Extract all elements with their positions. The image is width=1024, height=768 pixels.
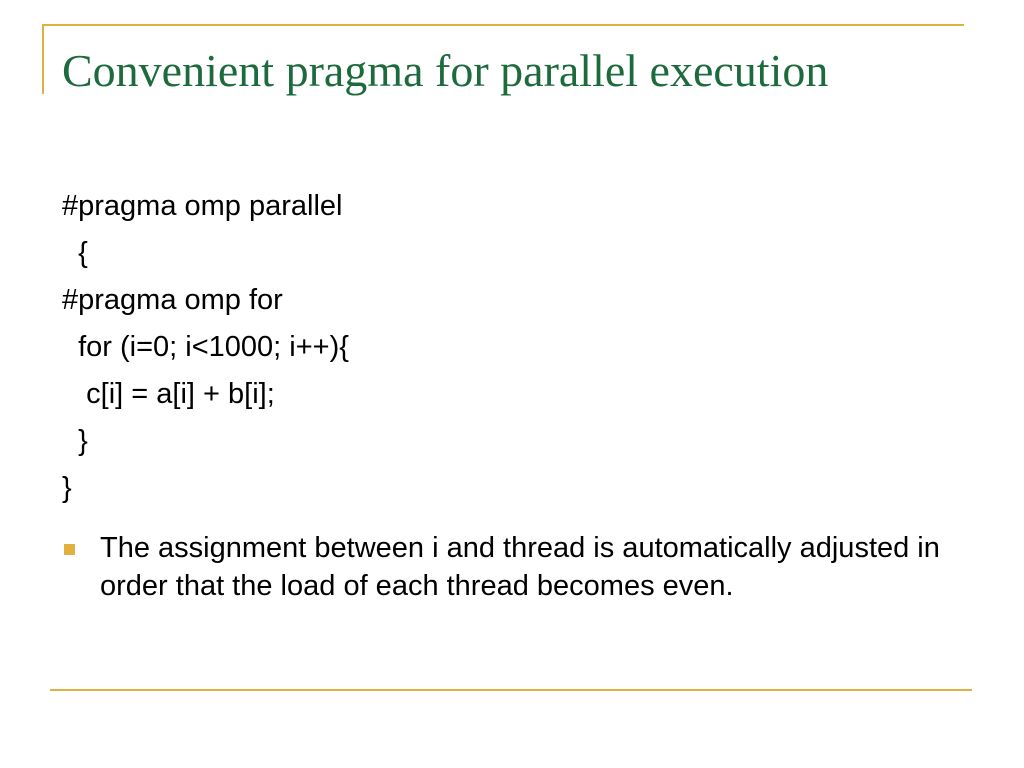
code-line-close-parallel: } [62, 472, 72, 504]
bullet-text: The assignment between i and thread is automatically adjusted in order that the load of each thread becomes even. [100, 532, 940, 602]
slide-title: Convenient pragma for parallel execution [62, 45, 829, 96]
bullet-item [62, 529, 962, 605]
code-line-for-loop: for (i=0; i<1000; i++){ [62, 331, 349, 363]
bottom-accent-line [50, 689, 972, 691]
code-line-pragma-for: #pragma omp for [62, 284, 283, 316]
left-accent-line [42, 24, 44, 94]
code-line-assignment: c[i] = a[i] + b[i]; [62, 378, 275, 410]
code-block [62, 183, 349, 512]
square-bullet-icon [64, 544, 75, 555]
code-line-pragma-parallel: #pragma omp parallel [62, 190, 343, 222]
code-line-close-loop: } [62, 425, 88, 457]
code-line-open-brace: { [62, 237, 88, 269]
top-accent-line [42, 24, 964, 26]
